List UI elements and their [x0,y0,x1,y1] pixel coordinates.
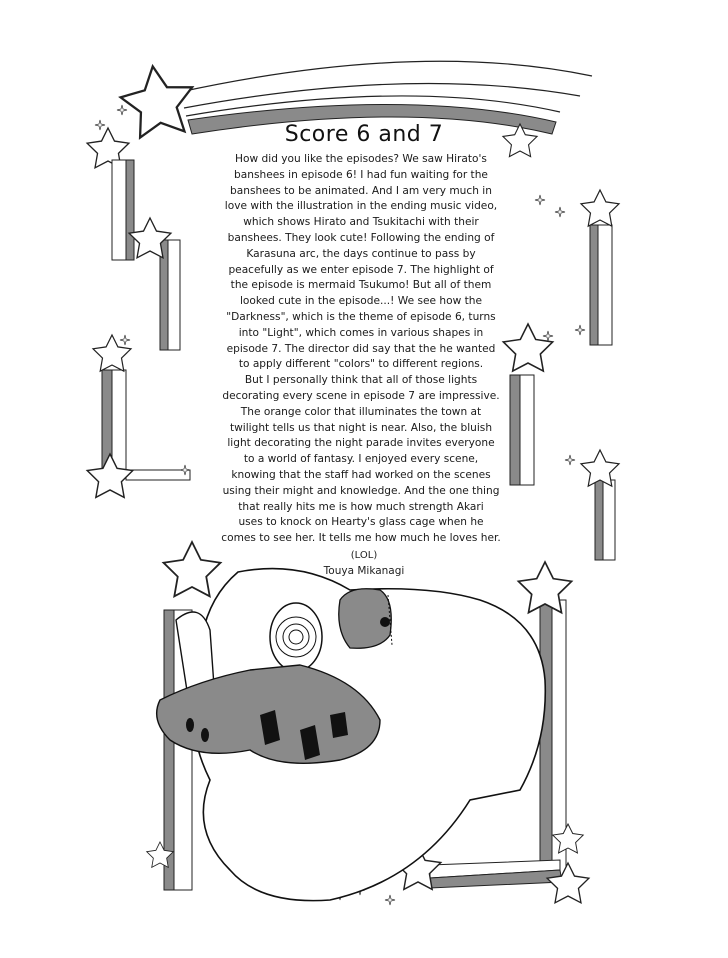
text-line: to a world of fantasy. I enjoyed every scene, [243,453,479,466]
text-line: which shows Hirato and Tsukitachi with their [243,216,479,229]
gas-mask-eye [270,603,322,671]
text-line: peacefully as we enter episode 7. The highlight of [228,263,494,276]
text-line: the episode is mermaid Tsukumo! But all of them [230,279,492,292]
text-line: uses to knock on Hearty's glass cage when he [238,516,484,529]
text-line: How did you like the episodes? We saw Hirato's [235,153,487,165]
text-line: looked cute in the episode...! We see how the [239,295,483,308]
text-line: "Darkness", which is the theme of episode 6, turns [226,310,496,323]
text-line: comes to see her. It tells me how much he loves her. [221,532,501,545]
text-line: that really hits me is how much strength Akari [238,500,484,513]
text-line: into "Light", which comes in various shapes in [238,326,484,339]
text-line: using their might and knowledge. And the one thing [222,484,500,497]
page-title: Score 6 and 7 [284,122,444,147]
lol-aside: (LOL) [350,550,378,561]
text-line: Karasuna arc, the days continue to pass by [246,247,476,260]
left-rainbow-columns [102,160,190,480]
text-line: light decorating the night parade invites everyone [227,437,495,450]
text-line: banshees. They look cute! Following the ending of [227,231,495,244]
text-line: decorating every scene in episode 7 are impressive. [222,389,500,402]
text-line: The orange color that illuminates the town at [240,405,482,418]
text-line: to apply different "colors" to different regions. [238,358,484,371]
text-line: banshees to be animated. And I am very much in [230,184,492,197]
text-line: knowing that the staff had worked on the scenes [231,468,491,481]
afterword-body [196,152,526,547]
text-line: love with the illustration in the ending music video, [224,200,498,213]
text-line: episode 7. The director did say that the he wanted [226,342,496,355]
author-signature: Touya Mikanagi [323,565,405,577]
sheep-mascot-illustration [157,569,546,901]
text-line: But I personally think that all of those lights [244,374,478,387]
text-line: twilight tells us that night is near. Also, the bluish [229,421,493,434]
text-line: banshees in episode 6! I had fun waiting for the [234,168,488,181]
